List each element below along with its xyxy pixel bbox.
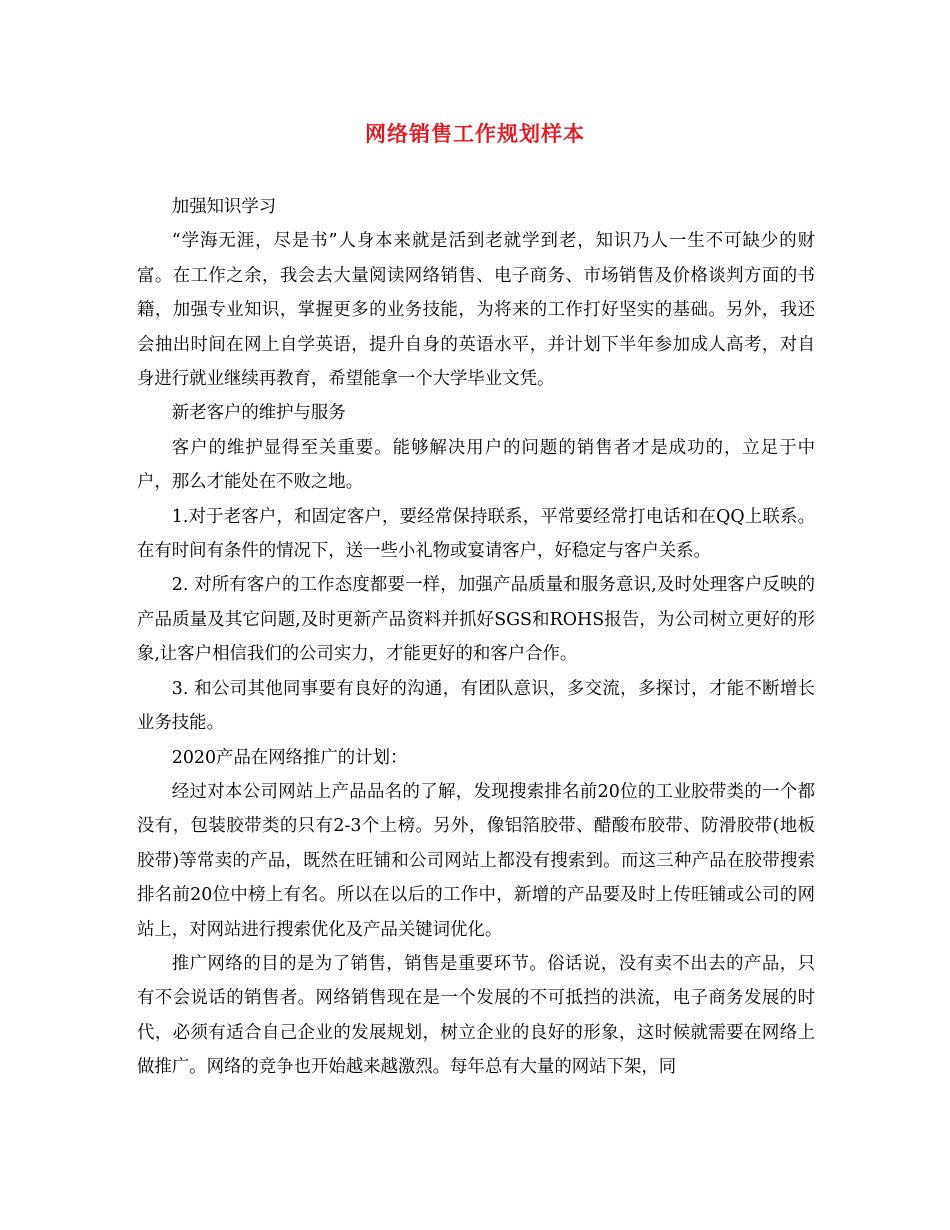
section-heading-customers: 新老客户的维护与服务 [171,403,346,424]
paragraph-promotion-analysis: 经过对本公司网站上产品品名的了解，发现搜索排名前20位的工业胶带类的一个都没有，包装胶带类的只有2-3个上榜。另外，像铝箔胶带、醋酸布胶带、防滑胶带(地板胶带)等常卖的产品，既然在旺铺和公司网站上都没有搜索到。而这三种产品在胶带搜索排名前20位中榜上有名。所以在以后的工作中，新增的产品要及时上传旺铺或公司的网站上，对网站进行搜索优化及产品关键词优化。 [137,781,815,940]
paragraph-customers-intro: 客户的维护显得至关重要。能够解决用户的问题的销售者才是成功的，立足于中户，那么才能处在不败之地。 [137,437,815,493]
document-title: 网络销售工作规划样本 [365,122,585,146]
paragraph-knowledge: “学海无涯，尽是书”人身本来就是活到老就学到老，知识乃人一生不可缺少的财富。在工作之余，我会去大量阅读网络销售、电子商务、市场销售及价格谈判方面的书籍，加强专业知识，掌握更多的业务技能，为将来的工作打好坚实的基础。另外，我还会抽出时间在网上自学英语，提升自身的英语水平，并计划下半年参加成人高考，对自身进行就业继续再教育，希望能拿一个大学毕业文凭。 [137,231,815,390]
document-body [137,190,815,1085]
paragraph-item-1: 1.对于老客户，和固定客户，要经常保持联系，平常要经常打电话和在QQ上联系。在有时间有条件的情况下，送一些小礼物或宴请客户，好稳定与客户关系。 [137,506,815,562]
section-heading-promotion: 2020产品在网络推广的计划： [171,747,408,768]
paragraph-item-2: 2. 对所有客户的工作态度都要一样，加强产品质量和服务意识,及时处理客户反映的产品质量及其它问题,及时更新产品资料并抓好SGS和ROHS报告，为公司树立更好的形象,让客户相信我们的公司实力，才能更好的和客户合作。 [137,575,815,665]
section-heading-knowledge: 加强知识学习 [171,197,277,217]
paragraph-item-3: 3. 和公司其他同事要有良好的沟通，有团队意识，多交流，多探讨，才能不断增长业务技能。 [137,678,815,734]
paragraph-promotion-purpose: 推广网络的目的是为了销售，销售是重要环节。俗话说，没有卖不出去的产品，只有不会说话的销售者。网络销售现在是一个发展的不可抵挡的洪流，电子商务发展的时代，必须有适合自己企业的发展规划，树立企业的良好的形象，这时候就需要在网络上做推广。网络的竞争也开始越来越激烈。每年总有大量的网站下架，同 [137,953,815,1078]
